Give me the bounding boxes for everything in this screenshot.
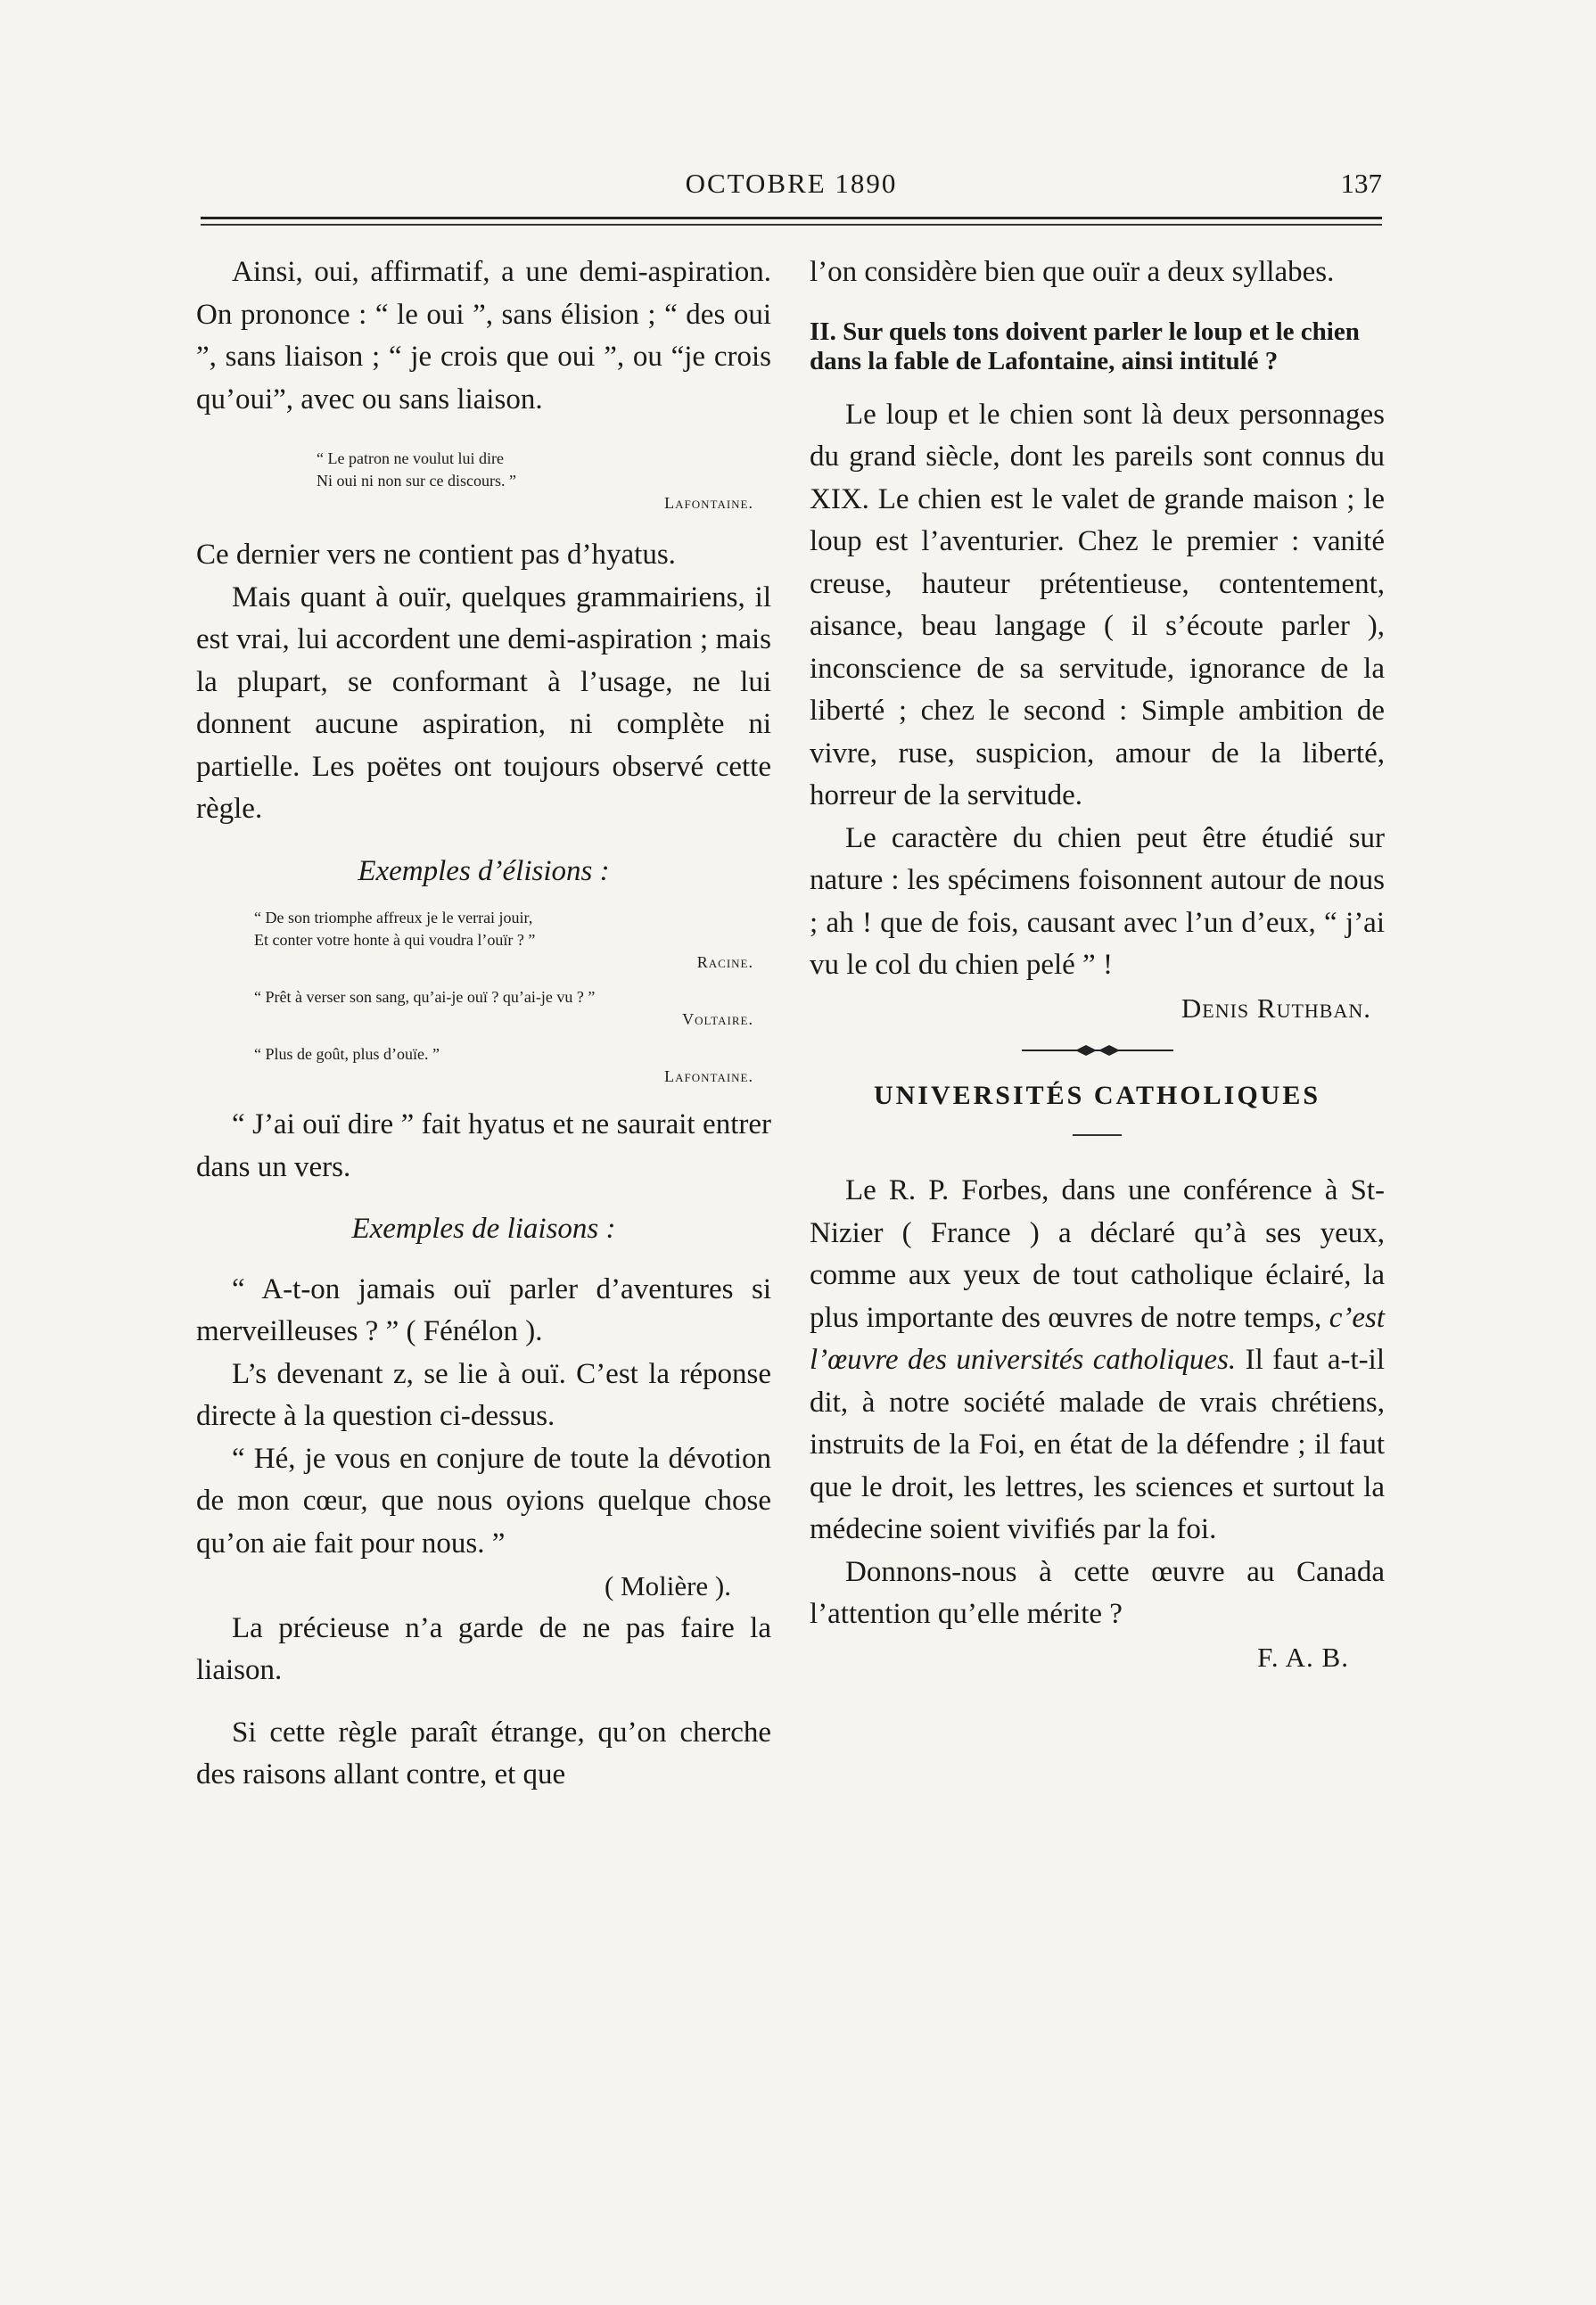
paragraph-syllabes: l’on considère bien que ouïr a deux syllabes. — [810, 256, 1335, 288]
paragraph-oui: Ainsi, oui, affirmatif, a une demi-aspiration. On prononce : “ le oui ”, sans élision ; “ des oui ”, sans liaison ; “ je crois que oui ”, ou “je crois qu’oui”, avec ou sans liaison. — [196, 256, 771, 416]
paragraph-oui-dire: “ J’ai ouï dire ” fait hyatus et ne saurait entrer dans un vers. — [196, 1108, 771, 1183]
section-rule — [1073, 1134, 1122, 1136]
running-title: OCTOBRE 1890 — [685, 168, 898, 199]
section-title: UNIVERSITÉS CATHOLIQUES — [873, 1081, 1321, 1110]
paragraph-ouir: Mais quant à ouïr, quelques grammairiens, il est vrai, lui accordent une demi-aspiration ; mais la plupart, se conformant à l’usage, ne lui donnent aucune aspiration, ni complète ni partielle. Les poëtes ont toujours observé cette règle. — [196, 580, 771, 825]
quote-line: “ Le patron ne voulut lui dire — [317, 449, 504, 467]
paragraph-forbes-part2: Il faut a-t-il dit, à notre société malade de vrais chrétiens, instruits de la Foi, en état de la défendre ; il faut que le droit, les lettres, les sciences et surtout la médecine soient vivifiés par la foi. — [810, 1344, 1385, 1545]
question-heading: II. Sur quels tons doivent parler le loup et le chien dans la fable de Lafontaine, ainsi intitulé ? — [810, 317, 1360, 375]
page-number: 137 — [1340, 168, 1382, 199]
moliere-attribution: ( Molière ). — [604, 1570, 731, 1601]
header-rule-thick — [201, 217, 1382, 219]
ornament-divider — [1022, 1040, 1173, 1061]
quote-author: Lafontaine. — [664, 494, 753, 512]
quote-lafontaine-2 — [254, 1043, 771, 1088]
left-column — [196, 251, 771, 1797]
paragraph-s-devenant-z: L’s devenant z, se lie à ouï. C’est la réponse directe à la question ci-dessus. — [196, 1357, 771, 1432]
paragraph-forbes — [810, 1170, 1385, 1552]
paragraph-forbes-emphasis: c’est l’œuvre des universités catholiques. — [810, 1301, 1385, 1376]
quote-author: Lafontaine. — [664, 1067, 753, 1085]
paragraph-moliere: “ Hé, je vous en conjure de toute la dévotion de mon cœur, que nous oyions quelque chose qu’on aie fait pour nous. ” — [196, 1442, 771, 1560]
paragraph-hyatus: Ce dernier vers ne contient pas d’hyatus. — [196, 539, 676, 571]
signature-ruthban: Denis Ruthban. — [1181, 992, 1371, 1024]
paragraph-fenelon: “ A-t-on jamais ouï parler d’aventures si merveilleuses ? ” ( Fénélon ). — [196, 1272, 771, 1347]
right-column — [810, 251, 1385, 1678]
quote-line: “ De son triomphe affreux je le verrai jouir, — [254, 909, 533, 926]
subheading-liaisons: Exemples de liaisons : — [351, 1213, 616, 1245]
paragraph-precieuse: La précieuse n’a garde de ne pas faire la liaison. — [196, 1611, 771, 1686]
quote-line: “ Prêt à verser son sang, qu’ai-je ouï ? qu’ai-je vu ? ” — [254, 988, 596, 1006]
quote-lafontaine-1 — [317, 448, 771, 515]
paragraph-loup-chien: Le loup et le chien sont là deux personnages du grand siècle, dont les pareils sont connus du XIX. Le chien est le valet de grande maison ; le loup est l’aventurier. Chez le premier : vanité creuse, hauteur prétentieuse, contentement, aisance, beau langage ( il s’écoute parler ), inconscience de sa servitude, ignorance de la liberté ; chez le second : Simple ambition de vivre, ruse, suspicion, amour de la liberté, horreur de la servitude. — [810, 398, 1385, 811]
paragraph-canada: Donnons-nous à cette œuvre au Canada l’attention qu’elle mérite ? — [810, 1555, 1385, 1630]
quote-author: Voltaire. — [682, 1010, 753, 1028]
paragraph-forbes-part1: Le R. P. Forbes, dans une conférence à St-Nizier ( France ) a déclaré qu’à ses yeux, comme aux yeux de tout catholique éclairé, la plus importante des œuvres de notre temps, — [810, 1174, 1385, 1334]
quote-voltaire — [254, 986, 771, 1031]
header-rule-thin — [201, 224, 1382, 226]
quote-line: “ Plus de goût, plus d’ouïe. ” — [254, 1045, 440, 1063]
signature-fab: F. A. B. — [1257, 1641, 1349, 1673]
subheading-elisions: Exemples d’élisions : — [358, 854, 610, 887]
quote-author: Racine. — [696, 953, 753, 971]
paragraph-regle: Si cette règle paraît étrange, qu’on cherche des raisons allant contre, et que — [196, 1716, 771, 1790]
page-header — [201, 168, 1382, 212]
quote-racine — [254, 907, 771, 974]
quote-line: Ni oui ni non sur ce discours. ” — [317, 472, 516, 490]
quote-line: Et conter votre honte à qui voudra l’ouïr ? ” — [254, 931, 536, 949]
paragraph-caractere: Le caractère du chien peut être étudié sur nature : les spécimens foisonnent autour de nous ; ah ! que de fois, causant avec l’un d’eux, “ j’ai vu le col du chien pelé ” ! — [810, 821, 1385, 981]
